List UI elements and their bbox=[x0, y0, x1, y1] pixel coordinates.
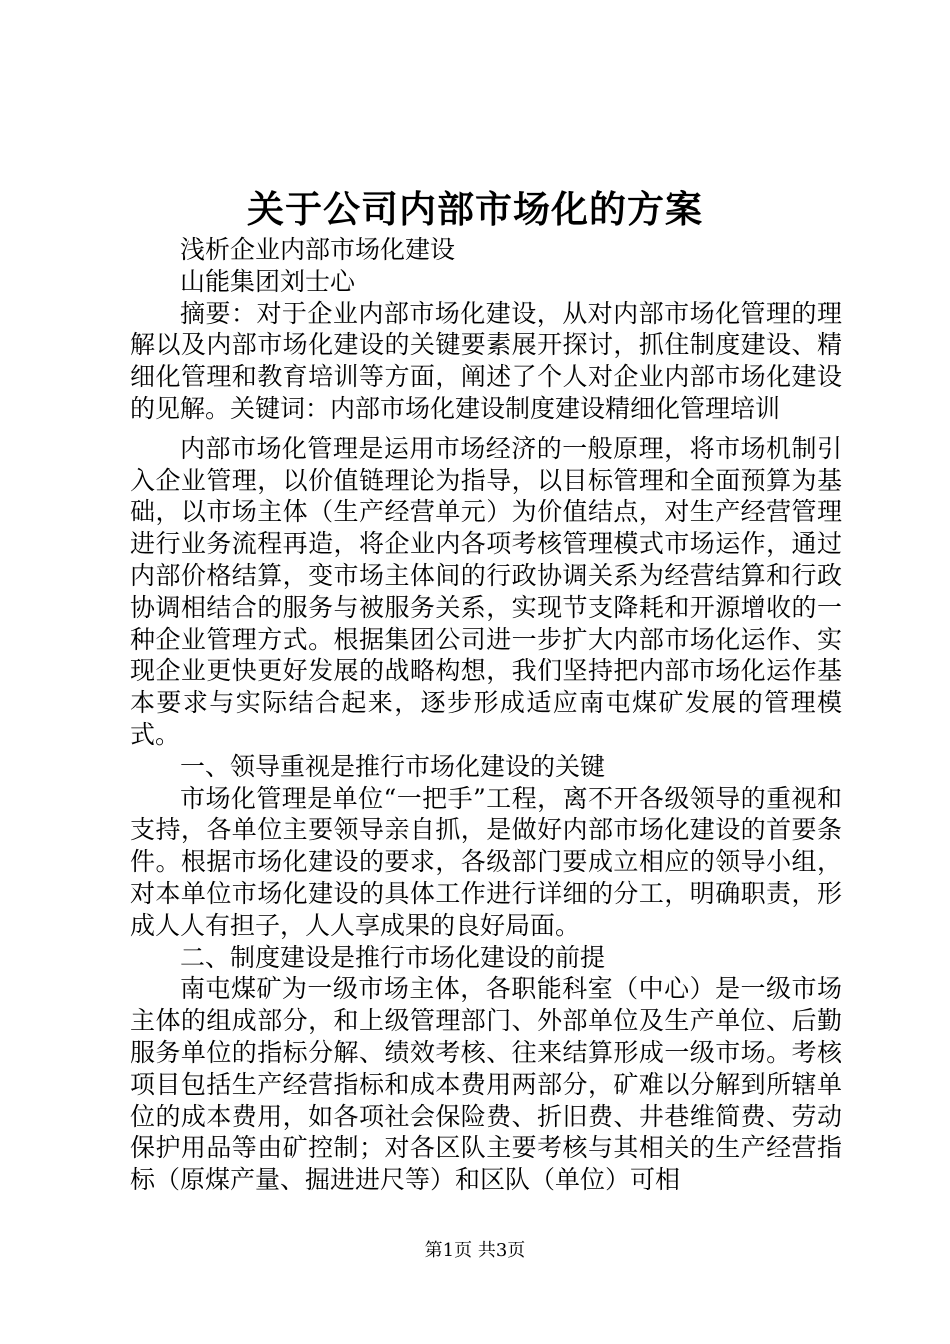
document-body bbox=[130, 234, 842, 1196]
document-title: 关于公司内部市场化的方案 bbox=[247, 187, 703, 231]
section-heading: 二、制度建设是推行市场化建设的前提 bbox=[180, 942, 606, 972]
body-paragraph: 南屯煤矿为一级市场主体，各职能科室（中心）是一级市场主体的组成部分，和上级管理部门、外部单位及生产单位、后勤服务单位的指标分解、绩效考核、往来结算形成一级市场。考核项目包括生产经营指标和成本费用两部分，矿难以分解到所辖单位的成本费用，如各项社会保险费、折旧费、井巷维简费、劳动保护用品等由矿控制；对各区队主要考核与其相关的生产经营指标（原煤产量、掘进进尺等）和区队（单位）可相 bbox=[130, 974, 842, 1195]
body-paragraph: 市场化管理是单位“一把手”工程，离不开各级领导的重视和支持，各单位主要领导亲自抓，是做好内部市场化建设的首要条件。根据市场化建设的要求，各级部门要成立相应的领导小组，对本单位市场化建设的具体工作进行详细的分工，明确职责，形成人人有担子，人人享成果的良好局面。 bbox=[130, 783, 842, 940]
abstract-paragraph: 摘要：对于企业内部市场化建设，从对内部市场化管理的理解以及内部市场化建设的关键要素展开探讨，抓住制度建设、精细化管理和教育培训等方面，阐述了个人对企业内部市场化建设的见解。关键词：内部市场化建设制度建设精细化管理培训 bbox=[130, 298, 842, 423]
section-heading: 一、领导重视是推行市场化建设的关键 bbox=[180, 751, 606, 781]
subtitle-paragraph: 浅析企业内部市场化建设 bbox=[180, 235, 456, 264]
author-paragraph: 山能集团刘士心 bbox=[180, 266, 356, 296]
page-footer: 第1页 共3页 bbox=[424, 1240, 526, 1261]
body-paragraph: 内部市场化管理是运用市场经济的一般原理，将市场机制引入企业管理，以价值链理论为指导，以目标管理和全面预算为基础，以市场主体（生产经营单元）为价值结点，对生产经营管理进行业务流程再造，将企业内各项考核管理模式市场运作，通过内部价格结算，变市场主体间的行政协调关系为经营结算和行政协调相结合的服务与被服务关系，实现节支降耗和开源增收的一种企业管理方式。根据集团公司进一步扩大内部市场化运作、实现企业更快更好发展的战略构想，我们坚持把内部市场化运作基本要求与实际结合起来，逐步形成适应南屯煤矿发展的管理模式。 bbox=[130, 433, 842, 749]
